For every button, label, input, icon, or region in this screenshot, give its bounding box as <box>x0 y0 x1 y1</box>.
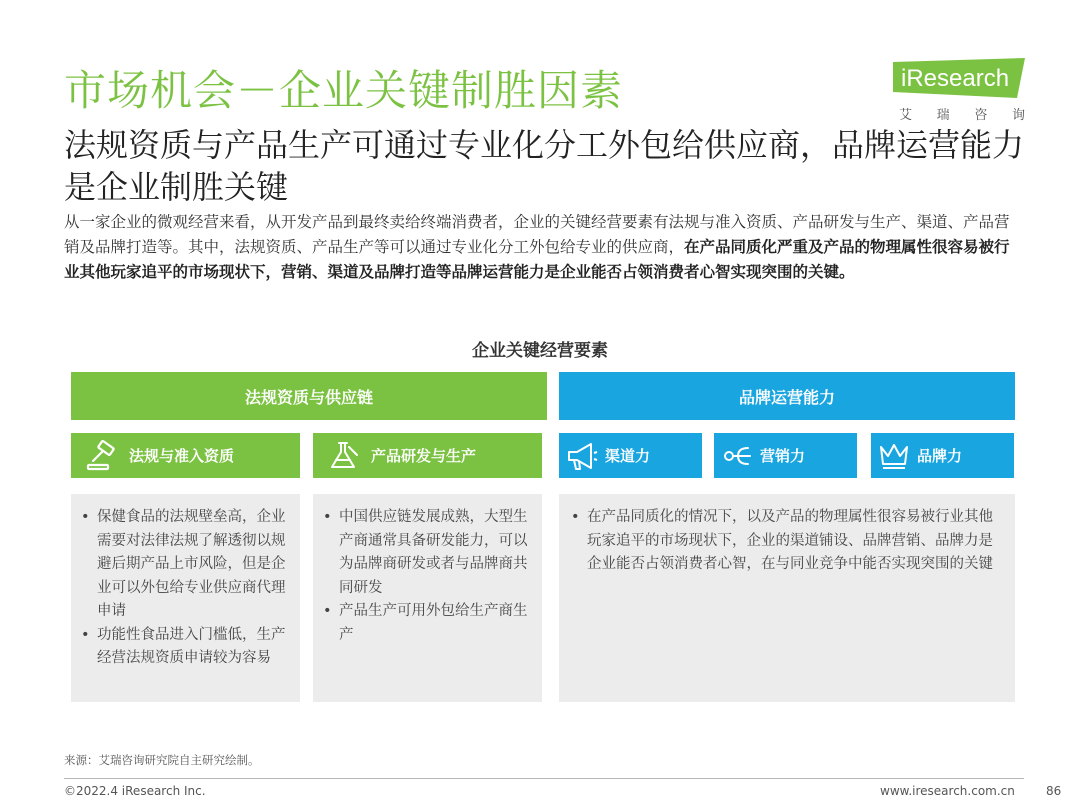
site-url: www.iresearch.com.cn <box>880 784 1015 798</box>
tile-regulation <box>71 433 300 478</box>
logo-sub-char: 瑞 <box>936 108 950 123</box>
footer-divider <box>64 778 1024 779</box>
diagram-title: 企业关键经营要素 <box>472 341 608 361</box>
logo-sub-char: 询 <box>1011 108 1025 123</box>
box-rd-production <box>313 494 542 702</box>
logo-mark <box>893 58 1025 98</box>
tile-label: 产品研发与生产 <box>371 447 477 465</box>
list-item: • 功能性食品进入门槛低，生产经营法规资质申请较为容易 <box>81 624 290 671</box>
list-item: • 在产品同质化的情况下，以及产品的物理属性很容易被行业其他玩家追平的市场现状下，企业的渠道铺设、品牌营销、品牌力是企业能否占领消费者心智，在与同业竞争中能否实现突围的关键 <box>571 506 1003 577</box>
tile-label: 法规与准入资质 <box>129 447 235 465</box>
group-header-brand-operation: 品牌运营能力 <box>559 372 1015 420</box>
megaphone-icon <box>565 439 599 473</box>
page-title: 市场机会－企业关键制胜因素 <box>64 66 624 115</box>
tile-rd-production <box>313 433 542 478</box>
intro-paragraph <box>64 210 1024 285</box>
logo-sub-char: 咨 <box>974 108 988 123</box>
iresearch-logo <box>893 58 1025 122</box>
flask-icon <box>327 439 361 473</box>
network-icon <box>720 439 754 473</box>
tile-label: 营销力 <box>760 447 806 465</box>
group-header-supply-chain: 法规资质与供应链 <box>71 372 547 420</box>
logo-text: iResearch <box>901 65 1010 92</box>
list-item: • 产品生产可用外包给生产商生产 <box>323 600 532 647</box>
copyright: ©2022.4 iResearch Inc. <box>64 784 206 798</box>
box-brand-operation <box>559 494 1015 702</box>
list-item: • 保健食品的法规壁垒高，企业需要对法律法规了解透彻以规避后期产品上市风险，但是企业可以外包给专业供应商代理申请 <box>81 506 290 624</box>
intro-bold-text: 在产品同质化严重及产品的物理属性很容易被行业其他玩家追平的市场现状下，营销、渠道及品牌打造等品牌运营能力是企业能否占领消费者心智实现突围的关键。 <box>64 238 1010 281</box>
logo-subtext <box>899 104 1025 123</box>
intro-text: 从一家企业的微观经营来看，从开发产品到最终卖给终端消费者，企业的关键经营要素有法规与准入资质、产品研发与生产、渠道、产品营销及品牌打造等。其中，法规资质、产品生产等可以通过专业化分工外包给专业的供应商， <box>64 213 1010 256</box>
tile-brand <box>871 433 1014 478</box>
page-subtitle: 法规资质与产品生产可通过专业化分工外包给供应商，品牌运营能力是企业制胜关键 <box>64 126 1025 206</box>
list-item: • 中国供应链发展成熟，大型生产商通常具备研发能力，可以为品牌商研发或者与品牌商共同研发 <box>323 506 532 600</box>
tile-label: 品牌力 <box>917 447 963 465</box>
tile-marketing <box>714 433 857 478</box>
source-note: 来源：艾瑞咨询研究院自主研究绘制。 <box>64 753 260 767</box>
logo-sub-char: 艾 <box>899 108 913 123</box>
crown-icon <box>877 439 911 473</box>
box-regulation <box>71 494 300 702</box>
page-number: 86 <box>1046 784 1062 798</box>
gavel-icon <box>85 439 119 473</box>
tile-channel <box>559 433 702 478</box>
tile-label: 渠道力 <box>605 447 651 465</box>
